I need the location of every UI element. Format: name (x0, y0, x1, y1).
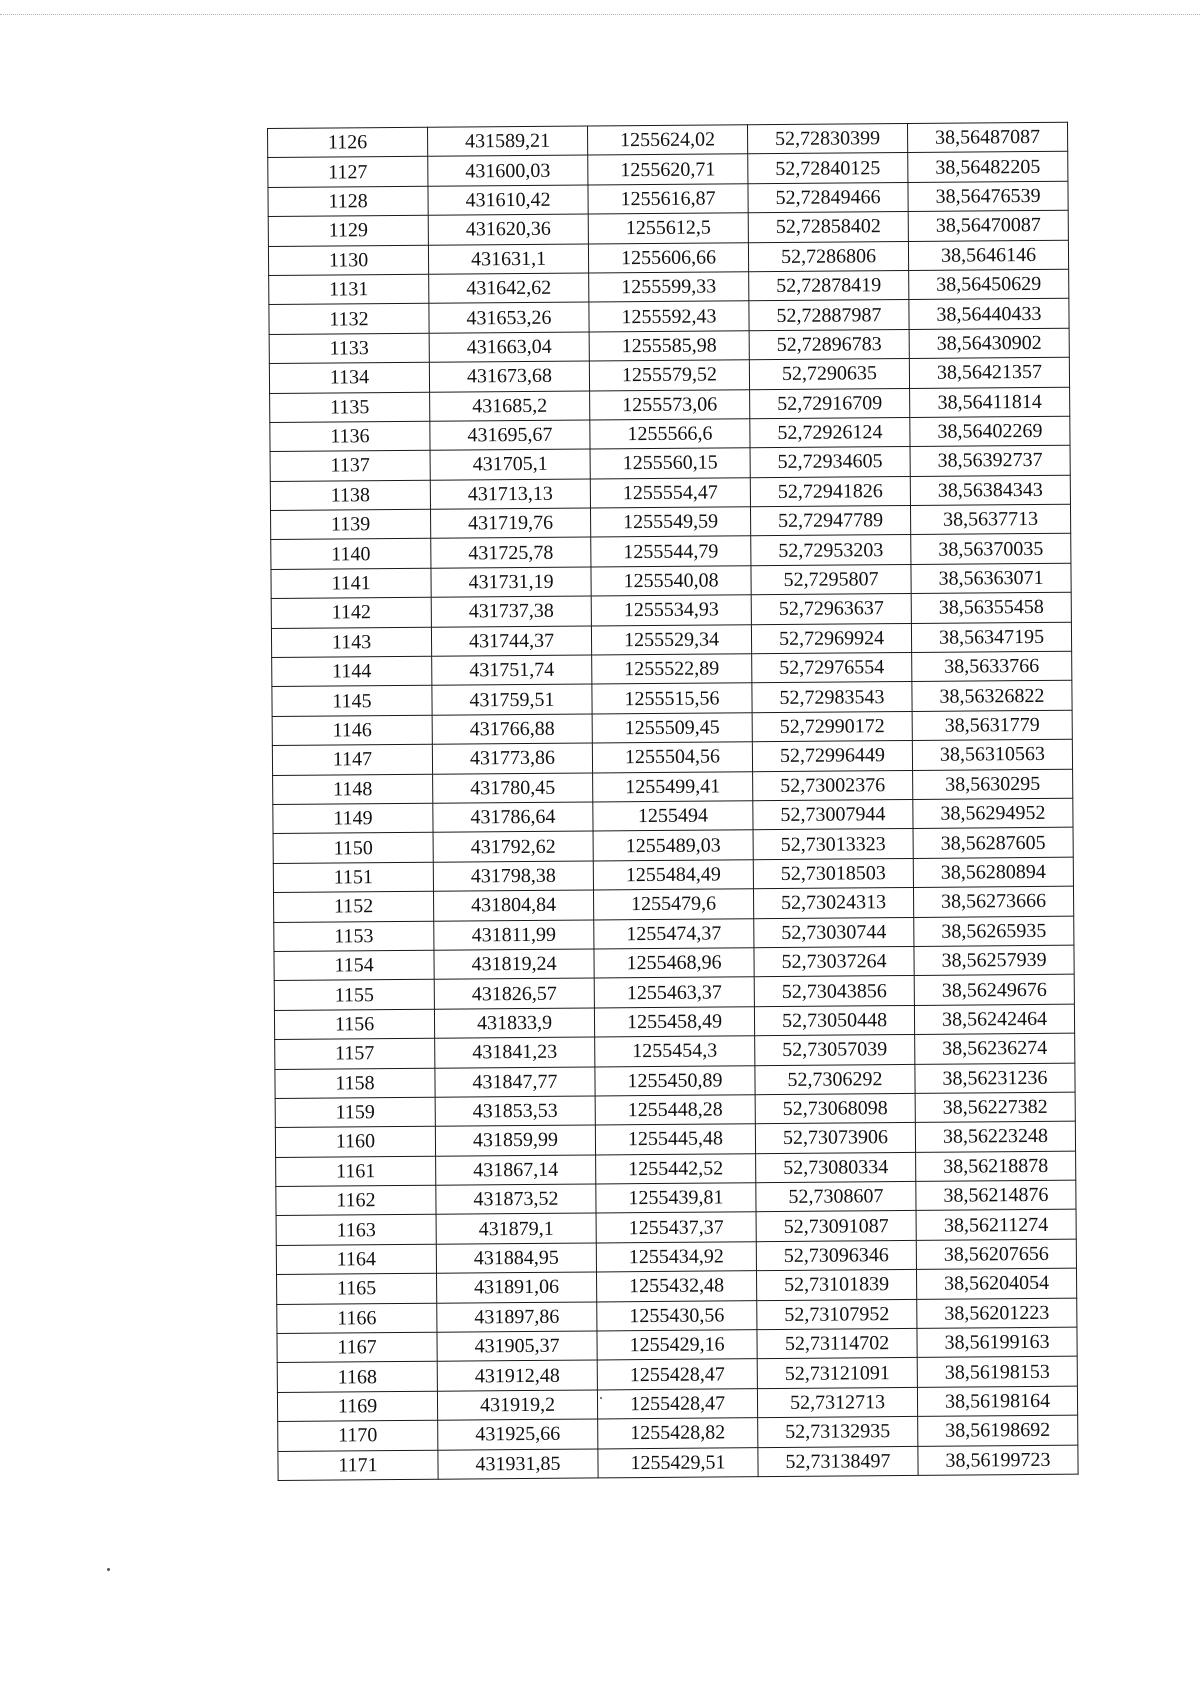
longitude-cell: 38,56257939 (914, 945, 1074, 976)
point-number-cell: 1129 (268, 215, 428, 246)
y-coordinate-cell: 1255522,89 (592, 654, 752, 685)
longitude-cell: 38,56347195 (911, 622, 1071, 653)
longitude-cell: 38,56214876 (916, 1180, 1076, 1211)
x-coordinate-cell: 431931,85 (438, 1449, 598, 1480)
longitude-cell: 38,56482205 (908, 152, 1068, 183)
x-coordinate-cell: 431811,99 (434, 920, 594, 951)
latitude-cell: 52,73096346 (756, 1240, 916, 1271)
x-coordinate-cell: 431713,13 (430, 479, 590, 510)
x-coordinate-cell: 431705,1 (430, 449, 590, 480)
y-coordinate-cell: 1255448,28 (595, 1095, 755, 1126)
latitude-cell: 52,73091087 (756, 1211, 916, 1242)
y-coordinate-cell: 1255437,37 (596, 1212, 756, 1243)
x-coordinate-cell: 431879,1 (436, 1213, 596, 1244)
x-coordinate-cell: 431737,38 (431, 596, 591, 627)
latitude-cell: 52,72916709 (750, 388, 910, 419)
latitude-cell: 52,7308607 (756, 1181, 916, 1212)
latitude-cell: 52,73037264 (754, 946, 914, 977)
point-number-cell: 1132 (269, 304, 429, 335)
latitude-cell: 52,72849466 (748, 182, 908, 213)
point-number-cell: 1161 (276, 1156, 436, 1187)
y-coordinate-cell: 1255494 (593, 801, 753, 832)
latitude-cell: 52,73057039 (755, 1035, 915, 1066)
longitude-cell: 38,56211274 (916, 1210, 1076, 1241)
point-number-cell: 1149 (273, 803, 433, 834)
longitude-cell: 38,56273666 (913, 886, 1073, 917)
latitude-cell: 52,73013323 (753, 829, 913, 860)
longitude-cell: 38,56402269 (910, 416, 1070, 447)
point-number-cell: 1130 (268, 245, 428, 276)
y-coordinate-cell: 1255489,03 (593, 830, 753, 861)
point-number-cell: 1134 (269, 362, 429, 393)
latitude-cell: 52,72858402 (748, 212, 908, 243)
point-number-cell: 1169 (277, 1391, 437, 1422)
point-number-cell: 1136 (270, 421, 430, 452)
point-number-cell: 1142 (271, 597, 431, 628)
point-number-cell: 1146 (272, 715, 432, 746)
y-coordinate-cell: 1255549,59 (590, 507, 750, 538)
x-coordinate-cell: 431642,62 (429, 273, 589, 304)
point-number-cell: 1144 (272, 656, 432, 687)
x-coordinate-cell: 431826,57 (434, 978, 594, 1009)
point-number-cell: 1133 (269, 333, 429, 364)
x-coordinate-cell: 431873,52 (436, 1184, 596, 1215)
point-number-cell: 1154 (274, 950, 434, 981)
x-coordinate-cell: 431610,42 (428, 185, 588, 216)
y-coordinate-cell: 1255554,47 (590, 477, 750, 508)
longitude-cell: 38,56207656 (916, 1239, 1076, 1270)
point-number-cell: 1128 (268, 186, 428, 217)
table-row (278, 1445, 1078, 1481)
point-number-cell: 1145 (272, 686, 432, 717)
latitude-cell: 52,73043856 (754, 976, 914, 1007)
latitude-cell: 52,72941826 (750, 476, 910, 507)
x-coordinate-cell: 431719,76 (430, 508, 590, 539)
x-coordinate-cell: 431663,04 (429, 332, 589, 363)
point-number-cell: 1170 (278, 1420, 438, 1451)
y-coordinate-cell: 1255468,96 (594, 948, 754, 979)
longitude-cell: 38,56198153 (917, 1357, 1077, 1388)
latitude-cell: 52,72947789 (750, 506, 910, 537)
latitude-cell: 52,73080334 (756, 1152, 916, 1183)
point-number-cell: 1166 (277, 1303, 437, 1334)
longitude-cell: 38,56199163 (917, 1327, 1077, 1358)
y-coordinate-cell: 1255573,06 (590, 389, 750, 420)
latitude-cell: 52,7286806 (748, 241, 908, 272)
longitude-cell: 38,56280894 (913, 857, 1073, 888)
x-coordinate-cell: 431819,24 (434, 949, 594, 980)
y-coordinate-cell: 1255499,41 (593, 771, 753, 802)
longitude-cell: 38,56198692 (918, 1415, 1078, 1446)
x-coordinate-cell: 431731,19 (431, 567, 591, 598)
x-coordinate-cell: 431853,53 (435, 1096, 595, 1127)
point-number-cell: 1156 (274, 1009, 434, 1040)
y-coordinate-cell: 1255560,15 (590, 448, 750, 479)
point-number-cell: 1151 (273, 862, 433, 893)
y-coordinate-cell: 1255429,16 (597, 1330, 757, 1361)
point-number-cell: 1141 (271, 568, 431, 599)
latitude-cell: 52,72976554 (752, 652, 912, 683)
x-coordinate-cell: 431631,1 (428, 244, 588, 275)
y-coordinate-cell: 1255515,56 (592, 683, 752, 714)
x-coordinate-cell: 431792,62 (433, 831, 593, 862)
latitude-cell: 52,73068098 (755, 1093, 915, 1124)
point-number-cell: 1159 (275, 1097, 435, 1128)
latitude-cell: 52,72926124 (750, 417, 910, 448)
latitude-cell: 52,72878419 (749, 270, 909, 301)
latitude-cell: 52,73007944 (753, 799, 913, 830)
y-coordinate-cell: 1255439,81 (596, 1183, 756, 1214)
longitude-cell: 38,56430902 (909, 328, 1069, 359)
longitude-cell: 38,56363071 (911, 563, 1071, 594)
point-number-cell: 1160 (275, 1126, 435, 1157)
longitude-cell: 38,56223248 (915, 1121, 1075, 1152)
point-number-cell: 1163 (276, 1215, 436, 1246)
latitude-cell: 52,72963637 (751, 594, 911, 625)
point-number-cell: 1171 (278, 1450, 438, 1481)
x-coordinate-cell: 431725,78 (431, 537, 591, 568)
x-coordinate-cell: 431751,74 (432, 655, 592, 686)
latitude-cell: 52,73114702 (757, 1328, 917, 1359)
y-coordinate-cell: 1255442,52 (596, 1153, 756, 1184)
longitude-cell: 38,56201223 (917, 1298, 1077, 1329)
longitude-cell: 38,5633766 (912, 651, 1072, 682)
x-coordinate-cell: 431589,21 (427, 126, 587, 157)
latitude-cell: 52,72830399 (747, 123, 907, 154)
y-coordinate-cell: 1255428,82 (598, 1418, 758, 1449)
y-coordinate-cell: 1255504,56 (592, 742, 752, 773)
x-coordinate-cell: 431847,77 (435, 1066, 595, 1097)
point-number-cell: 1139 (271, 509, 431, 540)
y-coordinate-cell: 1255624,02 (587, 125, 747, 156)
latitude-cell: 52,72996449 (752, 741, 912, 772)
x-coordinate-cell: 431891,06 (437, 1272, 597, 1303)
latitude-cell: 52,7306292 (755, 1064, 915, 1095)
point-number-cell: 1152 (274, 891, 434, 922)
latitude-cell: 52,73121091 (757, 1358, 917, 1389)
x-coordinate-cell: 431780,45 (433, 773, 593, 804)
longitude-cell: 38,56392737 (910, 445, 1070, 476)
y-coordinate-cell: 1255458,49 (594, 1006, 754, 1037)
point-number-cell: 1148 (273, 774, 433, 805)
y-coordinate-cell: 1255463,37 (594, 977, 754, 1008)
latitude-cell: 52,7295807 (751, 564, 911, 595)
x-coordinate-cell: 431766,88 (432, 714, 592, 745)
point-number-cell: 1164 (276, 1244, 436, 1275)
x-coordinate-cell: 431905,37 (437, 1331, 597, 1362)
y-coordinate-cell: 1255606,66 (588, 242, 748, 273)
longitude-cell: 38,56440433 (909, 299, 1069, 330)
y-coordinate-cell: 1255484,49 (593, 859, 753, 890)
latitude-cell: 52,73018503 (753, 858, 913, 889)
latitude-cell: 52,72953203 (751, 535, 911, 566)
latitude-cell: 52,72840125 (748, 153, 908, 184)
point-number-cell: 1126 (268, 127, 428, 158)
y-coordinate-cell: 1255445,48 (595, 1124, 755, 1155)
point-number-cell: 1153 (274, 921, 434, 952)
latitude-cell: 52,73101839 (756, 1270, 916, 1301)
point-number-cell: 1150 (273, 833, 433, 864)
latitude-cell: 52,72934605 (750, 447, 910, 478)
x-coordinate-cell: 431798,38 (433, 861, 593, 892)
longitude-cell: 38,56411814 (910, 387, 1070, 418)
latitude-cell: 52,73132935 (758, 1417, 918, 1448)
x-coordinate-cell: 431673,68 (429, 361, 589, 392)
x-coordinate-cell: 431773,86 (432, 743, 592, 774)
longitude-cell: 38,56249676 (914, 975, 1074, 1006)
x-coordinate-cell: 431925,66 (438, 1419, 598, 1450)
longitude-cell: 38,56227382 (915, 1092, 1075, 1123)
y-coordinate-cell: 1255529,34 (591, 624, 751, 655)
x-coordinate-cell: 431884,95 (436, 1243, 596, 1274)
y-coordinate-cell: 1255612,5 (588, 213, 748, 244)
longitude-cell: 38,56199723 (918, 1445, 1078, 1476)
latitude-cell: 52,73138497 (758, 1446, 918, 1477)
x-coordinate-cell: 431804,84 (434, 890, 594, 921)
x-coordinate-cell: 431841,23 (435, 1037, 595, 1068)
point-number-cell: 1137 (270, 451, 430, 482)
point-number-cell: 1143 (271, 627, 431, 658)
point-number-cell: 1162 (276, 1185, 436, 1216)
coordinates-table (267, 122, 1079, 1481)
longitude-cell: 38,56470087 (908, 210, 1068, 241)
latitude-cell: 52,72983543 (752, 682, 912, 713)
y-coordinate-cell: 1255428,47 (597, 1359, 757, 1390)
y-coordinate-cell: 1255592,43 (589, 301, 749, 332)
x-coordinate-cell: 431695,67 (430, 420, 590, 451)
longitude-cell: 38,56231236 (915, 1063, 1075, 1094)
longitude-cell: 38,56487087 (907, 122, 1067, 153)
latitude-cell: 52,73107952 (757, 1299, 917, 1330)
point-number-cell: 1131 (269, 274, 429, 305)
y-coordinate-cell: 1255428,47 (597, 1388, 757, 1419)
scan-speck (107, 1568, 110, 1571)
y-coordinate-cell: 1255534,93 (591, 595, 751, 626)
y-coordinate-cell: 1255479,6 (593, 889, 753, 920)
latitude-cell: 52,72969924 (751, 623, 911, 654)
y-coordinate-cell: 1255599,33 (589, 272, 749, 303)
y-coordinate-cell: 1255474,37 (594, 918, 754, 949)
x-coordinate-cell: 431744,37 (431, 626, 591, 657)
latitude-cell: 52,73030744 (754, 917, 914, 948)
latitude-cell: 52,7312713 (757, 1387, 917, 1418)
y-coordinate-cell: 1255544,79 (591, 536, 751, 567)
longitude-cell: 38,5631779 (912, 710, 1072, 741)
longitude-cell: 38,56476539 (908, 181, 1068, 212)
x-coordinate-cell: 431786,64 (433, 802, 593, 833)
x-coordinate-cell: 431897,86 (437, 1302, 597, 1333)
point-number-cell: 1155 (274, 980, 434, 1011)
point-number-cell: 1135 (270, 392, 430, 423)
point-number-cell: 1140 (271, 539, 431, 570)
y-coordinate-cell: 1255579,52 (589, 360, 749, 391)
y-coordinate-cell: 1255540,08 (591, 566, 751, 597)
latitude-cell: 52,72896783 (749, 329, 909, 360)
longitude-cell: 38,56242464 (914, 1004, 1074, 1035)
x-coordinate-cell: 431919,2 (437, 1390, 597, 1421)
latitude-cell: 52,73050448 (754, 1005, 914, 1036)
longitude-cell: 38,56450629 (909, 269, 1069, 300)
x-coordinate-cell: 431600,03 (428, 155, 588, 186)
x-coordinate-cell: 431867,14 (436, 1155, 596, 1186)
y-coordinate-cell: 1255566,6 (590, 419, 750, 450)
y-coordinate-cell: 1255432,48 (596, 1271, 756, 1302)
y-coordinate-cell: 1255450,89 (595, 1065, 755, 1096)
longitude-cell: 38,56384343 (910, 475, 1070, 506)
latitude-cell: 52,72990172 (752, 711, 912, 742)
longitude-cell: 38,56204054 (916, 1268, 1076, 1299)
point-number-cell: 1168 (277, 1362, 437, 1393)
longitude-cell: 38,56218878 (916, 1151, 1076, 1182)
x-coordinate-cell: 431759,51 (432, 684, 592, 715)
y-coordinate-cell: 1255620,71 (588, 154, 748, 185)
y-coordinate-cell: 1255434,92 (596, 1242, 756, 1273)
longitude-cell: 38,56370035 (911, 534, 1071, 565)
x-coordinate-cell: 431912,48 (437, 1360, 597, 1391)
x-coordinate-cell: 431833,9 (434, 1008, 594, 1039)
scan-top-rule (0, 14, 1200, 15)
latitude-cell: 52,73024313 (753, 888, 913, 919)
longitude-cell: 38,56310563 (912, 739, 1072, 770)
latitude-cell: 52,72887987 (749, 300, 909, 331)
point-number-cell: 1147 (272, 744, 432, 775)
latitude-cell: 52,7290635 (749, 359, 909, 390)
y-coordinate-cell: 1255616,87 (588, 184, 748, 215)
point-number-cell: 1127 (268, 157, 428, 188)
longitude-cell: 38,5646146 (908, 240, 1068, 271)
point-number-cell: 1167 (277, 1332, 437, 1363)
latitude-cell: 52,73073906 (755, 1123, 915, 1154)
longitude-cell: 38,56421357 (909, 357, 1069, 388)
y-coordinate-cell: 1255585,98 (589, 330, 749, 361)
longitude-cell: 38,56294952 (913, 798, 1073, 829)
x-coordinate-cell: 431685,2 (430, 390, 590, 421)
y-coordinate-cell: 1255430,56 (597, 1300, 757, 1331)
longitude-cell: 38,56265935 (914, 916, 1074, 947)
longitude-cell: 38,56198164 (917, 1386, 1077, 1417)
x-coordinate-cell: 431620,36 (428, 214, 588, 245)
y-coordinate-cell: 1255454,3 (595, 1036, 755, 1067)
latitude-cell: 52,73002376 (753, 770, 913, 801)
longitude-cell: 38,56326822 (912, 681, 1072, 712)
x-coordinate-cell: 431859,99 (435, 1125, 595, 1156)
point-number-cell: 1165 (277, 1273, 437, 1304)
point-number-cell: 1157 (275, 1038, 435, 1069)
y-coordinate-cell: 1255429,51 (598, 1447, 758, 1478)
longitude-cell: 38,56236274 (915, 1033, 1075, 1064)
point-number-cell: 1158 (275, 1068, 435, 1099)
y-coordinate-cell: 1255509,45 (592, 713, 752, 744)
point-number-cell: 1138 (270, 480, 430, 511)
longitude-cell: 38,56355458 (911, 592, 1071, 623)
longitude-cell: 38,5637713 (910, 504, 1070, 535)
longitude-cell: 38,5630295 (913, 769, 1073, 800)
coordinates-table-body (268, 122, 1079, 1480)
x-coordinate-cell: 431653,26 (429, 302, 589, 333)
longitude-cell: 38,56287605 (913, 828, 1073, 859)
